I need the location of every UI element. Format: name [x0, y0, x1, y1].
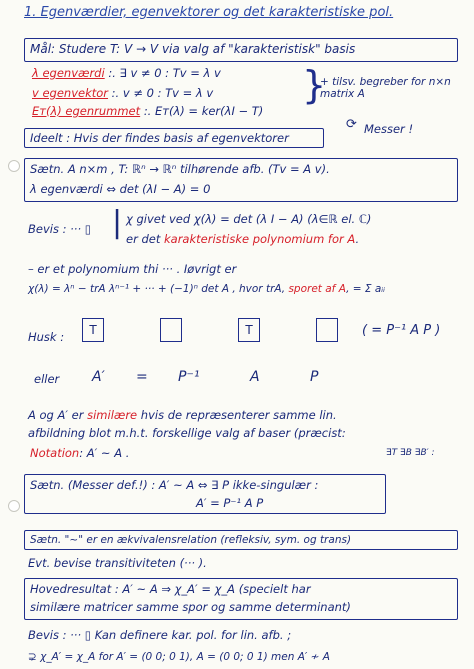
poly-formula: χ(λ) = λⁿ − trA λⁿ⁻¹ + ··· + (−1)ⁿ det A , hvor trA,	[28, 283, 289, 295]
eller-item: A′	[92, 369, 105, 385]
eller-item: =	[136, 369, 148, 385]
husk-matrix-3	[238, 318, 260, 342]
husk-matrix-4	[316, 318, 338, 342]
notation-line	[30, 446, 129, 460]
trace-sum: , = Σ aᵢᵢ	[346, 283, 386, 295]
husk-matrix-2	[160, 318, 182, 342]
notation-label: Notation	[30, 446, 80, 460]
eigenspace-formula: :. Eᴛ(λ) = ker(λI − T)	[143, 104, 264, 118]
eigenvalue-formula: :. ∃ v ≠ 0 : Tv = λ v	[108, 66, 221, 80]
eigenvalue-def	[32, 66, 221, 80]
eigenvector-formula: :. v ≠ 0 : Tv = λ v	[111, 86, 214, 100]
matrix-box: T	[82, 318, 104, 342]
similar-line1	[28, 408, 337, 422]
similar-line2: afbildning blot m.h.t. forskellige valg af baser (præcist:	[28, 426, 346, 440]
eller-item: P	[310, 369, 319, 385]
equiv-line2: Evt. bevise transitiviteten (··· ).	[28, 556, 207, 570]
char-text-end: .	[355, 232, 360, 246]
matrix-box: T	[238, 318, 260, 342]
proof2-text: Bevis : ··· ▯ Kan definere kar. pol. for lin. afb. ;	[28, 628, 292, 642]
notation-value: : A′ ~ A .	[79, 446, 130, 460]
goal-text: Mål: Studere T: V → V via valg af "karakteristisk" basis	[30, 42, 356, 56]
trace-term: sporet af A	[288, 283, 347, 295]
last-line: ⊋ χ_A′ = χ_A for A′ = (0 0; 0 1), A = (0 0; 0 1) men A′ ≁ A	[28, 651, 330, 663]
cycle-icon: ⟳	[346, 117, 357, 132]
ideal-text: Ideelt : Hvis der findes basis af egenvektorer	[30, 131, 289, 145]
messer-def-line1: Sætn. (Messer def.!) : A′ ~ A ⇔ ∃ P ikke-singulær :	[30, 478, 319, 492]
page-title: 1. Egenværdier, egenvektorer og det karakteristiske pol.	[24, 5, 394, 20]
eigenspace-term: Eᴛ(λ) egenrummet	[32, 104, 141, 118]
messer-note: Messer !	[364, 122, 414, 136]
equiv-line1: Sætn. "~" er en ækvivalensrelation (refleksiv, sym. og trans)	[30, 534, 352, 546]
eller-label: eller	[34, 372, 60, 386]
side-note: + tilsv. begreber for n×n matrix A	[320, 76, 451, 100]
main-line2: similære matricer samme spor og samme determinant)	[30, 600, 351, 614]
definitions-brace: }	[302, 63, 327, 107]
punch-hole	[8, 500, 20, 512]
eigenvalue-term: λ egenværdi	[32, 66, 105, 80]
char-poly-term: karakteristiske polynomium for A	[164, 232, 356, 246]
char-text: er det	[126, 232, 164, 246]
husk-label: Husk :	[28, 330, 65, 344]
husk-formula: ( = P⁻¹ A P )	[362, 323, 441, 338]
matrix-box	[160, 318, 182, 342]
eller-item: A	[250, 369, 260, 385]
similar-term: similære	[87, 408, 138, 422]
main-line1: Hovedresultat : A′ ~ A ⇒ χ_A′ = χ_A (specielt har	[30, 582, 311, 596]
similar-text: A og A′ er	[28, 408, 88, 422]
eller-item: P⁻¹	[178, 369, 200, 385]
eigenvector-def	[32, 86, 213, 100]
quantifier-note: ∃T ∃B ∃B′ :	[386, 448, 435, 458]
proof1-text: Bevis : ··· ▯	[28, 222, 92, 236]
poly-line2	[28, 282, 385, 296]
theorem1-line2: λ egenværdi ⇔ det (λI − A) = 0	[30, 182, 211, 196]
similar-text-end: hvis de repræsenterer samme lin.	[137, 408, 337, 422]
eigenvector-term: v egenvektor	[32, 86, 109, 100]
char-bracket: |	[112, 205, 123, 240]
matrix-box	[316, 318, 338, 342]
husk-matrix-1	[82, 318, 104, 342]
theorem1-line1: Sætn. A n×m , T: ℝⁿ → ℝⁿ tilhørende afb. (Tv = A v).	[30, 162, 330, 176]
eigenspace-def	[32, 104, 263, 118]
messer-def-line2: A′ = P⁻¹ A P	[196, 496, 264, 510]
poly-line1: – er et polynomium thi ··· . Iøvrigt er	[28, 262, 237, 276]
punch-hole	[8, 160, 20, 172]
char-line1: χ givet ved χ(λ) = det (λ I − A) (λ∈ℝ el. ℂ)	[126, 212, 372, 226]
char-line2	[126, 232, 359, 246]
